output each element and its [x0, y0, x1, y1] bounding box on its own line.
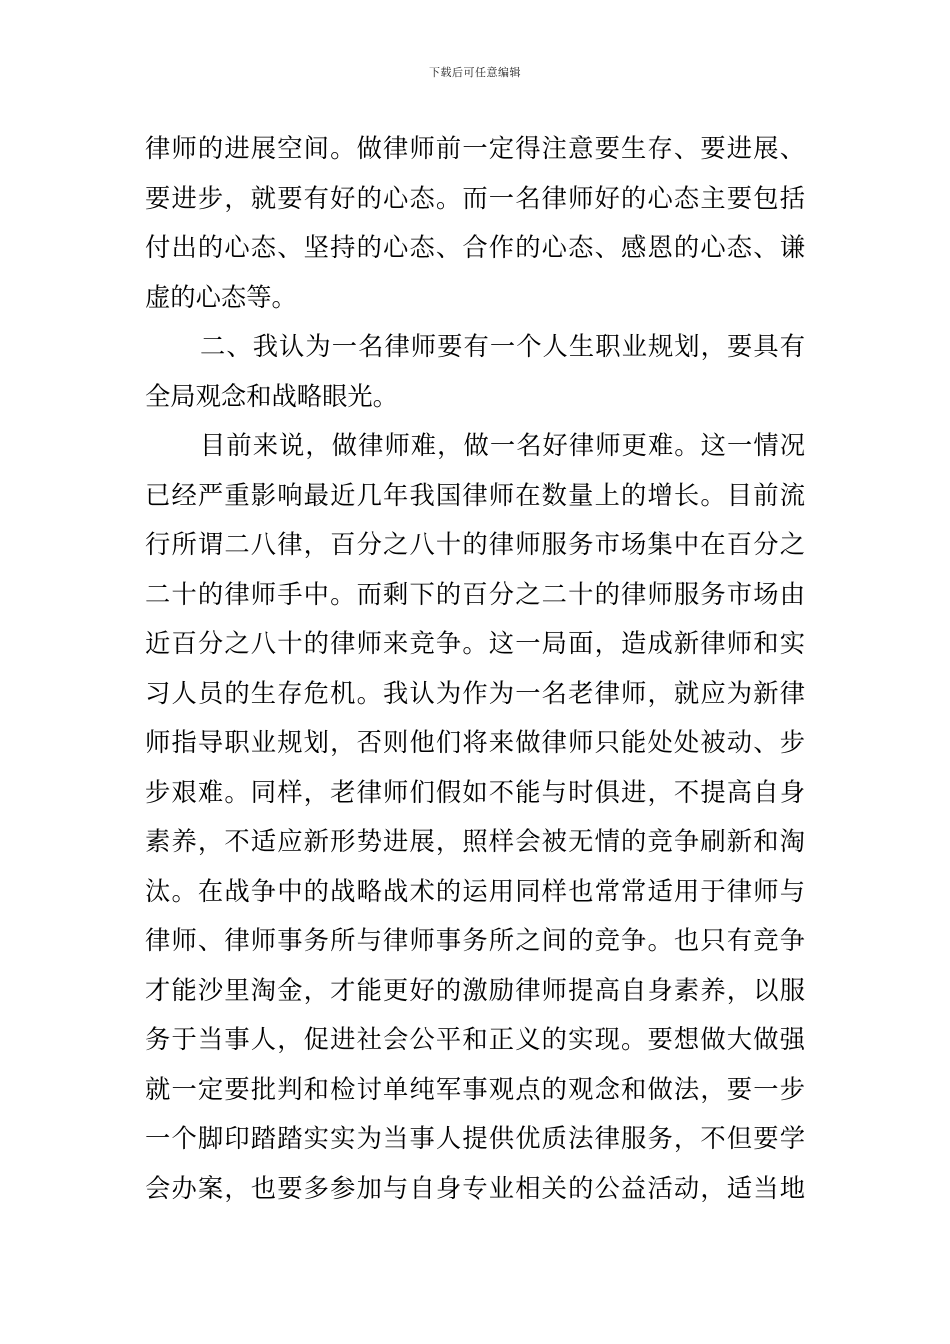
- text-line: 汰。在战争中的战略战术的运用同样也常常适用于律师与: [145, 876, 805, 906]
- text-line: 习人员的生存危机。我认为作为一名老律师，就应为新律: [145, 678, 805, 708]
- text-line: 二十的律师手中。而剩下的百分之二十的律师服务市场由: [145, 579, 805, 609]
- text-line: 虚的心态等。: [145, 282, 297, 312]
- text-line: 律师的进展空间。做律师前一定得注意要生存、要进展、: [145, 134, 805, 163]
- page-header: 下载后可任意编辑: [429, 66, 521, 79]
- text-line: 师指导职业规划，否则他们将来做律师只能处处被动、步: [145, 728, 805, 757]
- text-line: 目前来说，做律师难，做一名好律师更难。这一情况: [200, 431, 805, 460]
- text-line: 全局观念和战略眼光。: [145, 381, 398, 411]
- text-line: 会办案，也要多参加与自身专业相关的公益活动，适当地: [145, 1173, 805, 1203]
- text-line: 近百分之八十的律师来竞争。这一局面，造成新律师和实: [145, 629, 805, 658]
- text-line: 务于当事人，促进社会公平和正义的实现。要想做大做强: [145, 1025, 805, 1054]
- text-line: 二、我认为一名律师要有一个人生职业规划，要具有: [200, 332, 805, 361]
- text-line: 已经严重影响最近几年我国律师在数量上的增长。目前流: [145, 480, 805, 510]
- text-line: 要进步，就要有好的心态。而一名律师好的心态主要包括: [145, 183, 805, 213]
- text-line: 步艰难。同样，老律师们假如不能与时俱进，不提高自身: [145, 777, 805, 807]
- text-line: 就一定要批判和检讨单纯军事观点的观念和做法，要一步: [145, 1074, 805, 1104]
- text-line: 一个脚印踏踏实实为当事人提供优质法律服务，不但要学: [145, 1124, 805, 1153]
- text-line: 律师、律师事务所与律师事务所之间的竞争。也只有竞争: [145, 926, 805, 955]
- text-line: 付出的心态、坚持的心态、合作的心态、感恩的心态、谦: [145, 233, 805, 262]
- text-line: 才能沙里淘金，才能更好的激励律师提高自身素养，以服: [145, 975, 805, 1005]
- text-line: 素养，不适应新形势进展，照样会被无情的竞争刷新和淘: [145, 827, 805, 856]
- body-text: [145, 124, 805, 1213]
- text-line: 行所谓二八律，百分之八十的律师服务市场集中在百分之: [145, 530, 805, 559]
